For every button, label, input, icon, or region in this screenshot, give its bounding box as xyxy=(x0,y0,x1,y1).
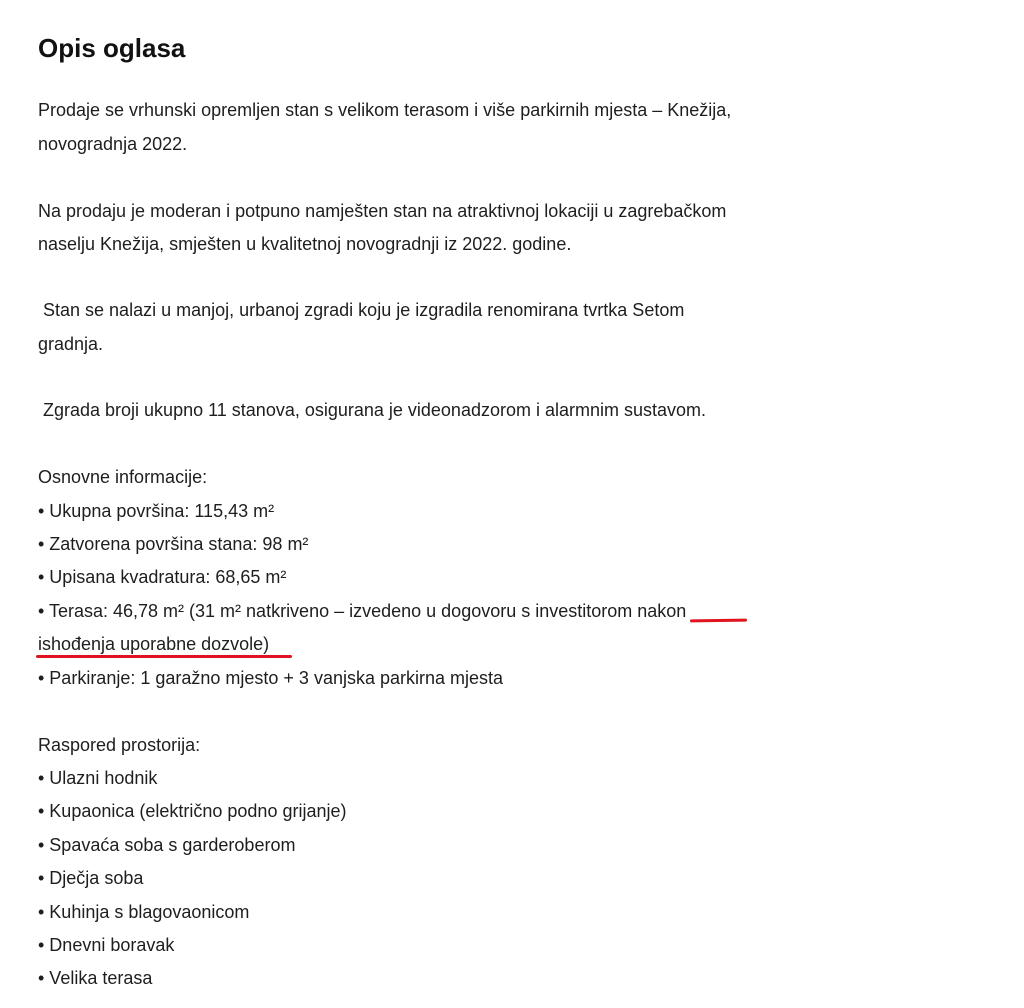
basic-info-item: • Terasa: 46,78 m² (31 m² natkriveno – izvedeno u dogovoru s investitorom nakon xyxy=(38,601,687,621)
room-item: • Kupaonica (električno podno grijanje) xyxy=(38,801,347,821)
room-item: • Ulazni hodnik xyxy=(38,768,158,788)
rooms-label: Raspored prostorija: xyxy=(38,735,201,755)
description-line: novogradnja 2022. xyxy=(38,134,188,154)
room-item: • Kuhinja s blagovaonicom xyxy=(38,902,250,922)
description-line: Zgrada broji ukupno 11 stanova, osigurana je videonadzorom i alarmnim sustavom. xyxy=(38,400,707,420)
red-underline-annotation xyxy=(690,619,747,623)
description-line: Na prodaju je moderan i potpuno namješten stan na atraktivnoj lokaciji u zagrebačkom xyxy=(38,201,727,221)
basic-info-item: • Ukupna površina: 115,43 m² xyxy=(38,501,275,521)
room-item: • Dječja soba xyxy=(38,868,144,888)
basic-info-item: • Parkiranje: 1 garažno mjesto + 3 vanjska parkirna mjesta xyxy=(38,668,504,688)
basic-info-label: Osnovne informacije: xyxy=(38,467,208,487)
description-line: gradnja. xyxy=(38,334,104,354)
room-item: • Spavaća soba s garderoberom xyxy=(38,835,296,855)
basic-info-item: • Upisana kvadratura: 68,65 m² xyxy=(38,567,287,587)
room-item: • Velika terasa xyxy=(38,968,153,988)
basic-info-item-continued: ishođenja uporabne dozvole) xyxy=(38,634,270,654)
room-item: • Dnevni boravak xyxy=(38,935,175,955)
description-line: Prodaje se vrhunski opremljen stan s velikom terasom i više parkirnih mjesta – Knežija, xyxy=(38,100,732,120)
basic-info-item: • Zatvorena površina stana: 98 m² xyxy=(38,534,309,554)
red-underline-annotation xyxy=(36,655,292,658)
description-line: Stan se nalazi u manjoj, urbanoj zgradi koju je izgradila renomirana tvrtka Setom xyxy=(38,300,685,320)
description-line: naselju Knežija, smješten u kvalitetnoj novogradnji iz 2022. godine. xyxy=(38,234,572,254)
section-heading: Opis oglasa xyxy=(38,33,186,63)
